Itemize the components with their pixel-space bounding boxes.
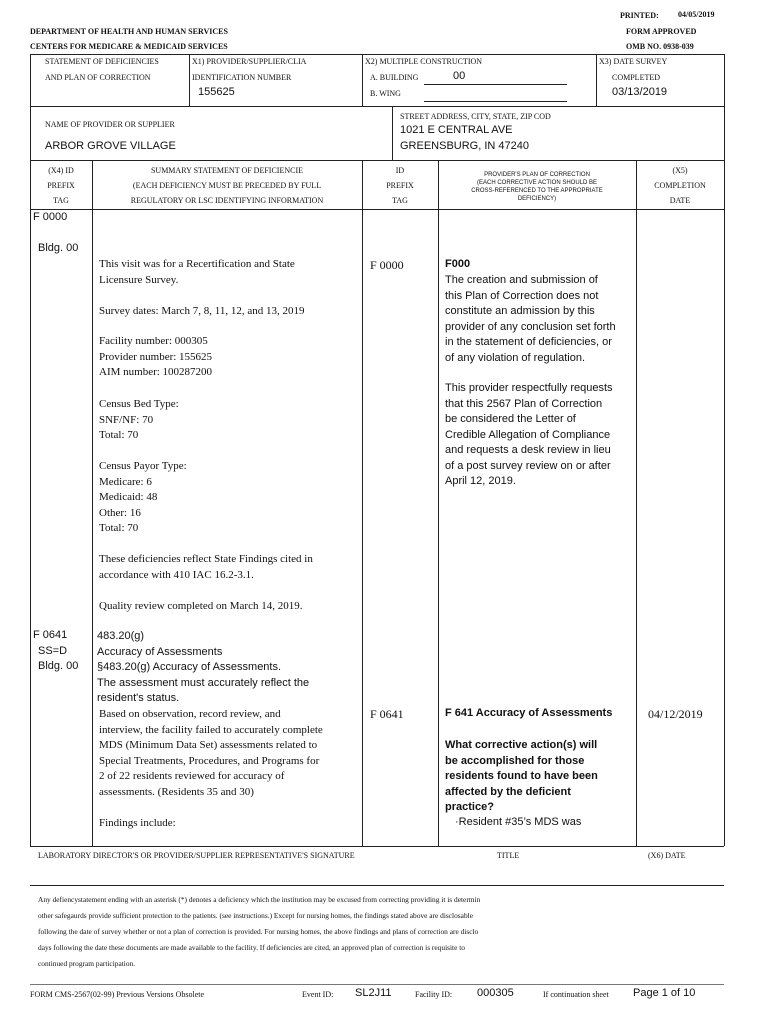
x5-header-3: DATE	[669, 196, 691, 205]
building-value: 00	[453, 70, 466, 82]
plan-f000-title: F000	[445, 258, 471, 270]
event-id-value: SL2J11	[355, 987, 392, 999]
id-tag-f0000: F 0000	[370, 258, 404, 272]
plan-header-4: DEFICIENCY)	[517, 196, 557, 202]
summary-header-2: (EACH DEFICIENCY MUST BE PRECEDED BY FULL	[132, 181, 322, 190]
facility-info: Facility number: 000305 Provider number: 155625 AIM number: 100287200	[99, 335, 213, 378]
findings-include: Findings include:	[99, 817, 176, 829]
survey-visit-text: This visit was for a Recertification and State Licensure Survey.	[99, 258, 295, 286]
address-line-2: GREENSBURG, IN 47240	[400, 140, 529, 152]
form-approved: FORM APPROVED	[626, 27, 697, 36]
completion-date: 04/12/2019	[648, 707, 703, 721]
id-header-3: TAG	[392, 196, 408, 205]
f641-regulation: 483.20(g) Accuracy of Assessments §483.20(g) Accuracy of Assessments. The assessment must accurately reflect the resident's status.	[97, 630, 310, 704]
survey-completed-date: 03/13/2019	[612, 86, 668, 98]
statement-label-1: STATEMENT OF DEFICIENCIES	[45, 57, 159, 66]
provider-id-number: 155625	[198, 86, 235, 98]
event-id-label: Event ID:	[302, 990, 334, 999]
x4-header-3: TAG	[53, 196, 69, 205]
plan-f641-bullet: ·Resident #35’s MDS was	[455, 816, 582, 828]
plan-header-3: CROSS-REFERENCED TO THE APPROPRIATE	[471, 188, 603, 194]
x1-sublabel: IDENTIFICATION NUMBER	[192, 73, 292, 82]
disclaimer-line-4: days following the date these documents are made available to the facility. If deficiencies are cited, an approved plan of correction is requisite to	[38, 943, 465, 952]
x3-sublabel: COMPLETED	[612, 73, 660, 82]
plan-f000-request: This provider respectfully requests that this 2567 Plan of Correction be considered the Letter of Credible Allegation of Compliance and requests a desk review in lieu of a post survey review on or after April 12, 2019.	[445, 382, 613, 487]
printed-date: 04/05/2019	[678, 10, 715, 19]
disclaimer-line-5: continued program participation.	[38, 959, 136, 968]
omb-number: OMB NO. 0938-039	[626, 42, 694, 51]
x1-label: X1) PROVIDER/SUPPLIER/CLIA	[192, 57, 307, 66]
x4-header-1: (X4) ID	[48, 166, 74, 175]
tag-ss-d: SS=D	[38, 645, 68, 657]
facility-id-value: 000305	[477, 987, 514, 999]
tag-bldg-00: Bldg. 00	[38, 242, 79, 254]
director-signature-label: LABORATORY DIRECTOR'S OR PROVIDER/SUPPLIER REPRESENTATIVE'S SIGNATURE	[38, 851, 355, 860]
continuation-label: If continuation sheet	[543, 990, 609, 999]
building-label: A. BUILDING	[370, 73, 419, 82]
quality-review: Quality review completed on March 14, 2019.	[99, 600, 303, 612]
state-findings: These deficiencies reflect State Findings cited in accordance with 410 IAC 16.2-3.1.	[99, 553, 313, 581]
tag-f0641: F 0641	[33, 629, 68, 641]
x3-label: X3) DATE SURVEY	[599, 57, 668, 66]
department-title: DEPARTMENT OF HEALTH AND HUMAN SERVICES	[30, 27, 228, 36]
title-label: TITLE	[497, 851, 520, 860]
disclaimer-line-3: following the date of survey whether or not a plan of correction is provided. For nursing homes, the above findings and plans of correction are disclo	[38, 927, 479, 936]
printed-label: PRINTED:	[620, 11, 659, 20]
x5-header-2: COMPLETION	[654, 181, 706, 190]
page-number: Page 1 of 10	[633, 987, 696, 999]
census-bed-type: Census Bed Type: SNF/NF: 70 Total: 70	[99, 398, 179, 441]
provider-name: ARBOR GROVE VILLAGE	[45, 140, 176, 152]
f641-finding: Based on observation, record review, and interview, the facility failed to accurately complete MDS (Minimum Data Set) assessments related to Special Treatments, Procedures, and Programs for 2 of 22 residents reviewed for accuracy of assessments. (Residents 35 and 30)	[99, 708, 323, 798]
x6-date-label: (X6) DATE	[648, 851, 686, 860]
summary-header-3: REGULATORY OR LSC IDENTIFYING INFORMATION	[130, 196, 324, 205]
summary-header-1: SUMMARY STATEMENT OF DEFICIENCIE	[150, 166, 304, 175]
id-tag-f0641: F 0641	[370, 707, 404, 721]
plan-f641-title: F 641 Accuracy of Assessments	[445, 707, 613, 719]
facility-id-label: Facility ID:	[415, 990, 453, 999]
centers-title: CENTERS FOR MEDICARE & MEDICAID SERVICES	[30, 42, 228, 51]
plan-f000-text: The creation and submission of this Plan of Correction does not constitute an admission by this provider of any conclusion set forth in the statement of deficiencies, or of any violation of regulation.	[445, 274, 616, 364]
tag-f0000: F 0000	[33, 211, 68, 223]
disclaimer-line-1: Any defiencystatement ending with an asterisk (*) denotes a deficiency which the institution may be excused from correcting providing it is determin	[38, 895, 481, 904]
plan-header-1: PROVIDER'S PLAN OF CORRECTION	[484, 172, 590, 178]
statement-label-2: AND PLAN OF CORRECTION	[45, 73, 151, 82]
id-header-2: PREFIX	[386, 181, 414, 190]
plan-header-2: (EACH CORRECTIVE ACTION SHOULD BE	[476, 180, 598, 186]
disclaimer-line-2: other safegaurds provide sufficient protection to the patients. (see instructions.) Except for nursing homes, the findings stated above are disclosable	[38, 911, 473, 920]
x4-header-2: PREFIX	[47, 181, 75, 190]
x2-label: X2) MULTIPLE CONSTRUCTION	[365, 57, 483, 66]
plan-f641-question: What corrective action(s) will be accomplished for those residents found to have been affected by the deficient practice?	[445, 739, 598, 813]
provider-name-label: NAME OF PROVIDER OR SUPPLIER	[45, 120, 175, 129]
survey-dates: Survey dates: March 7, 8, 11, 12, and 13, 2019	[99, 305, 305, 317]
x5-header-1: (X5)	[672, 166, 688, 175]
address-label: STREET ADDRESS, CITY, STATE, ZIP COD	[400, 112, 551, 121]
wing-label: B. WING	[370, 89, 401, 98]
id-header-1: ID	[395, 166, 405, 175]
form-number: FORM CMS-2567(02-99) Previous Versions Obsolete	[30, 990, 205, 999]
census-payor-type: Census Payor Type: Medicare: 6 Medicaid: 48 Other: 16 Total: 70	[99, 460, 187, 534]
address-line-1: 1021 E CENTRAL AVE	[400, 124, 513, 136]
tag-f0641-bldg: Bldg. 00	[38, 660, 79, 672]
